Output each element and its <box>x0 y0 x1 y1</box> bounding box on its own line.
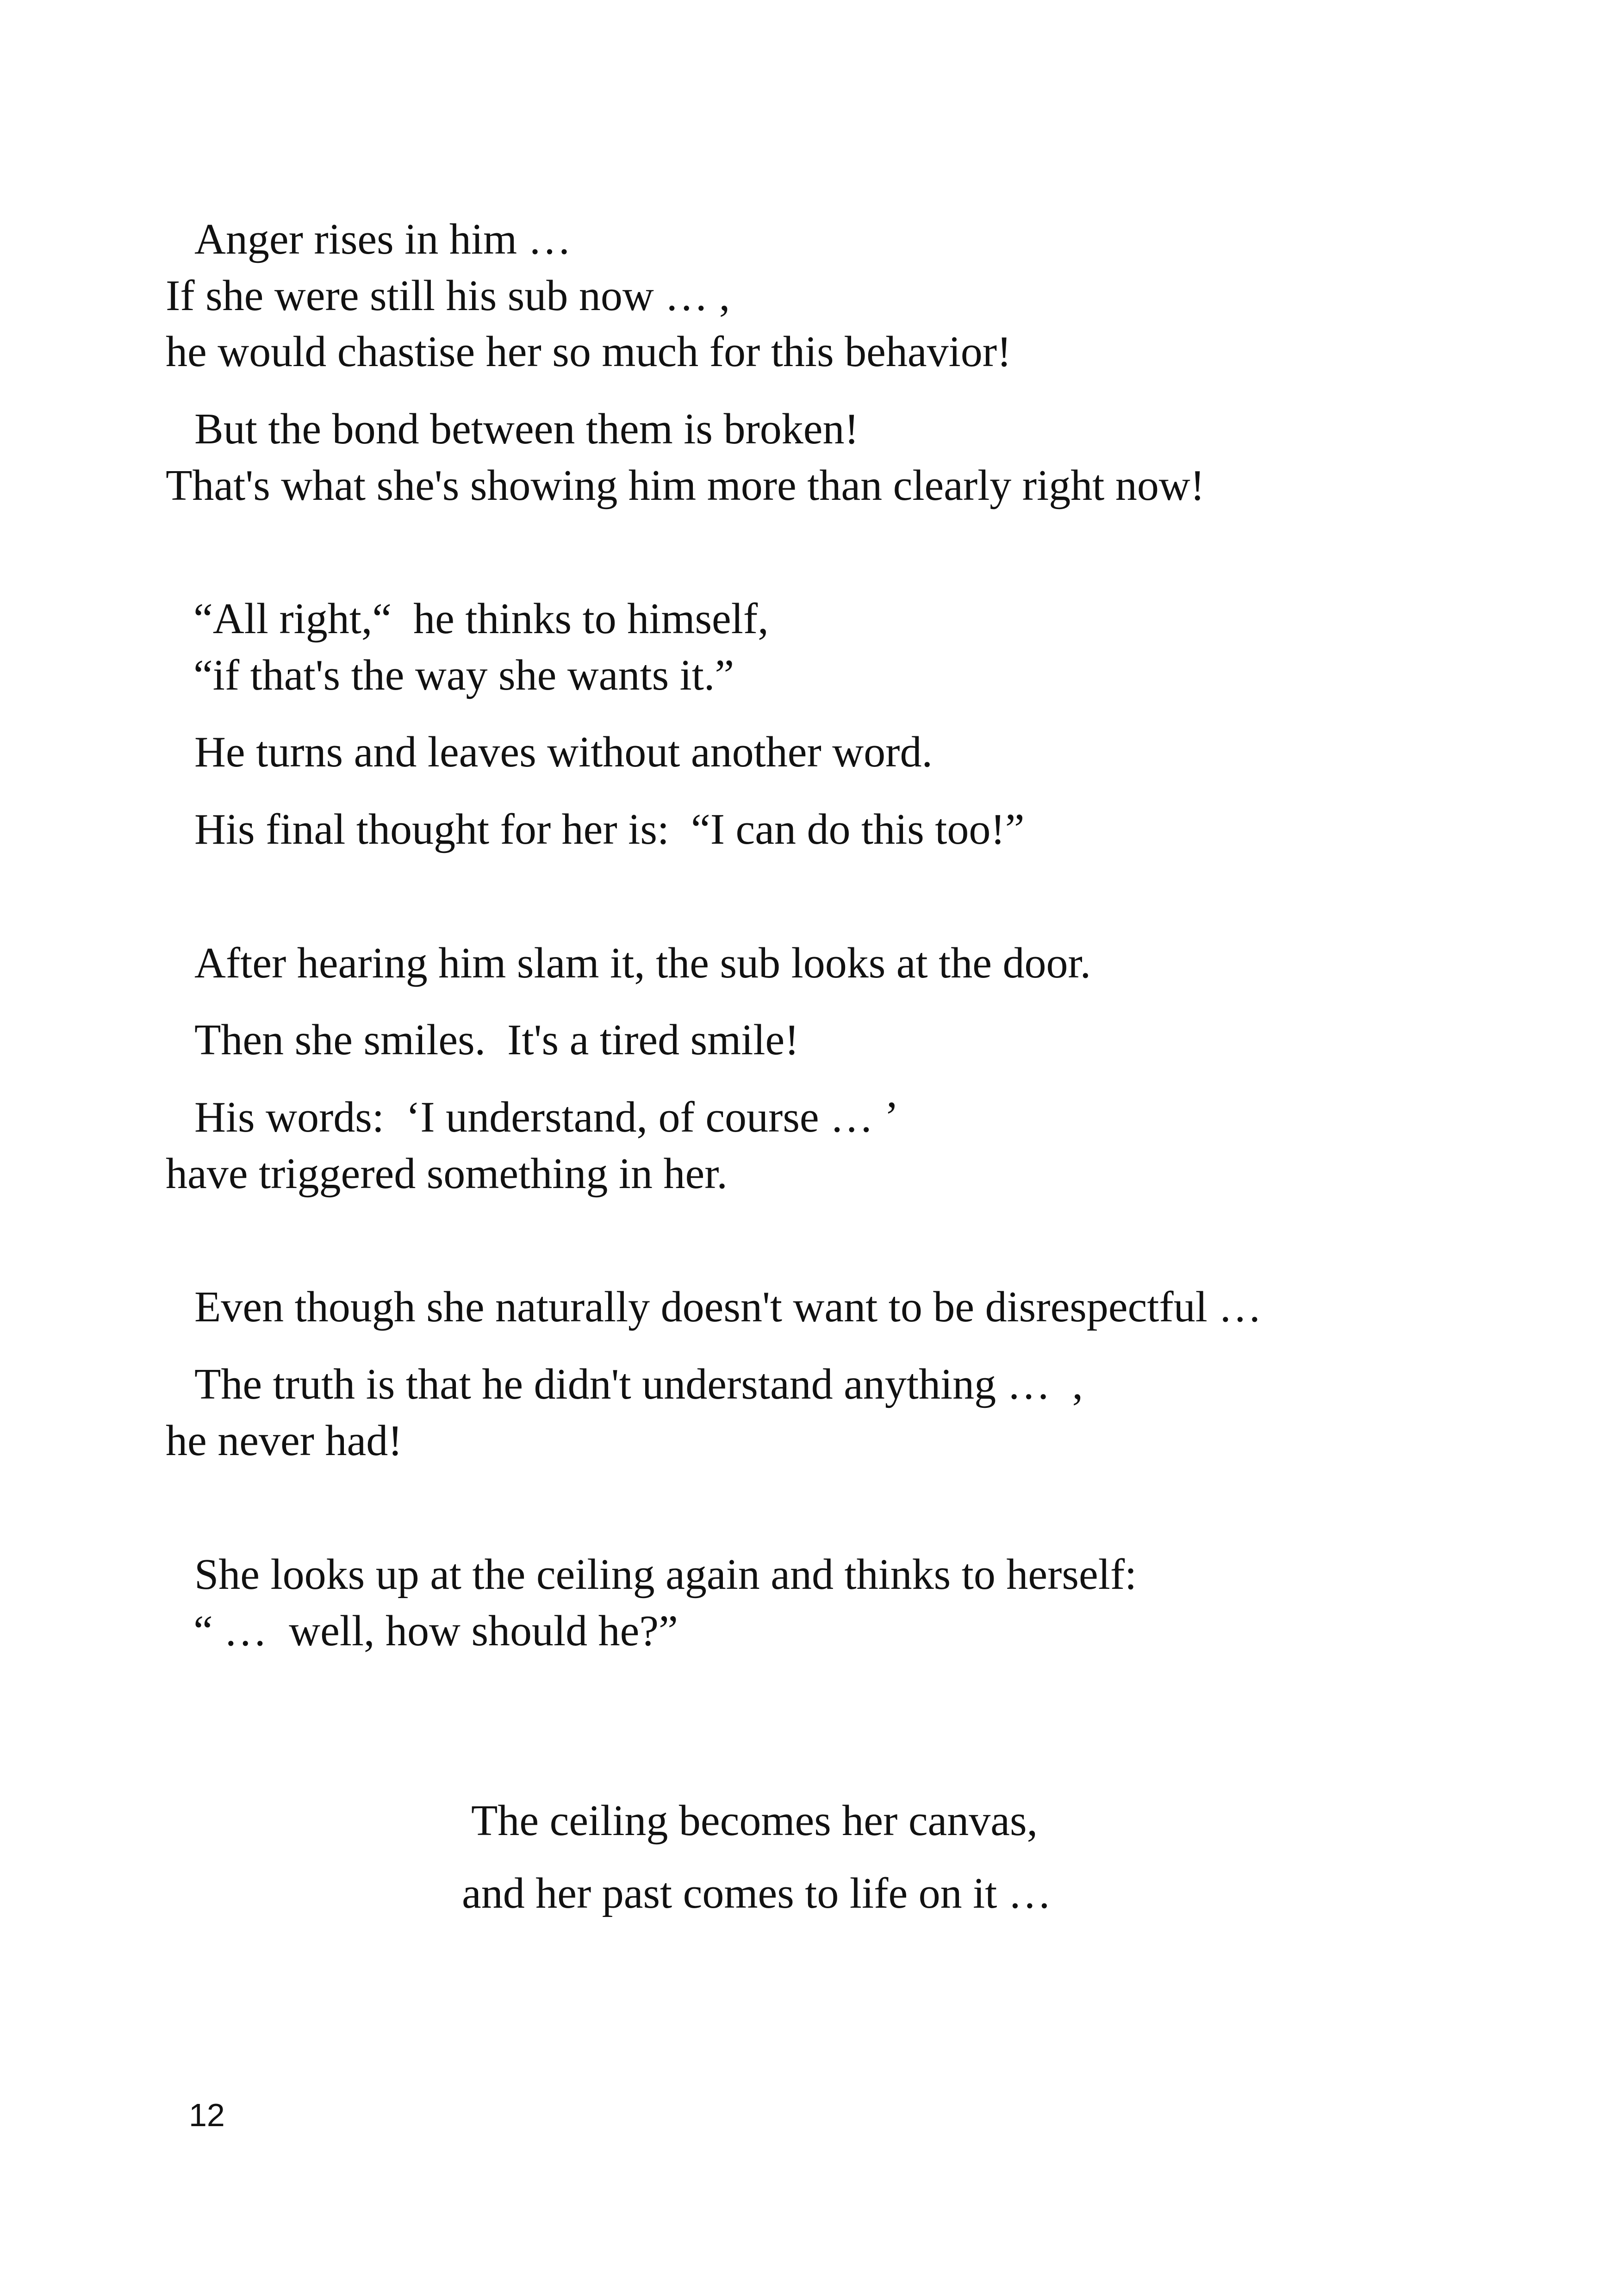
text-line: he would chastise her so much for this behavior! <box>166 328 1012 376</box>
text-line: “ … well, how should he?” <box>193 1607 678 1655</box>
text-line: If she were still his sub now … , <box>166 272 730 320</box>
text-line: The ceiling becomes her canvas, <box>471 1797 1038 1845</box>
text-line: She looks up at the ceiling again and thinks to herself: <box>194 1550 1137 1599</box>
text-line: he never had! <box>166 1417 403 1465</box>
text-line: His words: ‘I understand, of course … ’ <box>194 1093 899 1141</box>
text-line: and her past comes to life on it … <box>462 1869 1052 1917</box>
text-line: That's what she's showing him more than clearly right now! <box>166 461 1205 510</box>
text-line: The truth is that he didn't understand anything … , <box>194 1360 1083 1408</box>
text-line: Anger rises in him … <box>194 215 572 263</box>
text-line: “if that's the way she wants it.” <box>193 651 734 699</box>
text-line: Then she smiles. It's a tired smile! <box>194 1016 799 1064</box>
text-line: “All right,“ he thinks to himself, <box>193 595 769 643</box>
text-line: His final thought for her is: “I can do this too!” <box>194 805 1025 853</box>
page-number: 12 <box>189 2097 225 2133</box>
text-line: Even though she naturally doesn't want to be disrespectful … <box>194 1283 1262 1331</box>
text-line: After hearing him slam it, the sub looks at the door. <box>194 939 1091 987</box>
text-line: But the bond between them is broken! <box>194 405 859 453</box>
text-line: He turns and leaves without another word. <box>194 728 933 776</box>
text-line: have triggered something in her. <box>166 1150 728 1198</box>
